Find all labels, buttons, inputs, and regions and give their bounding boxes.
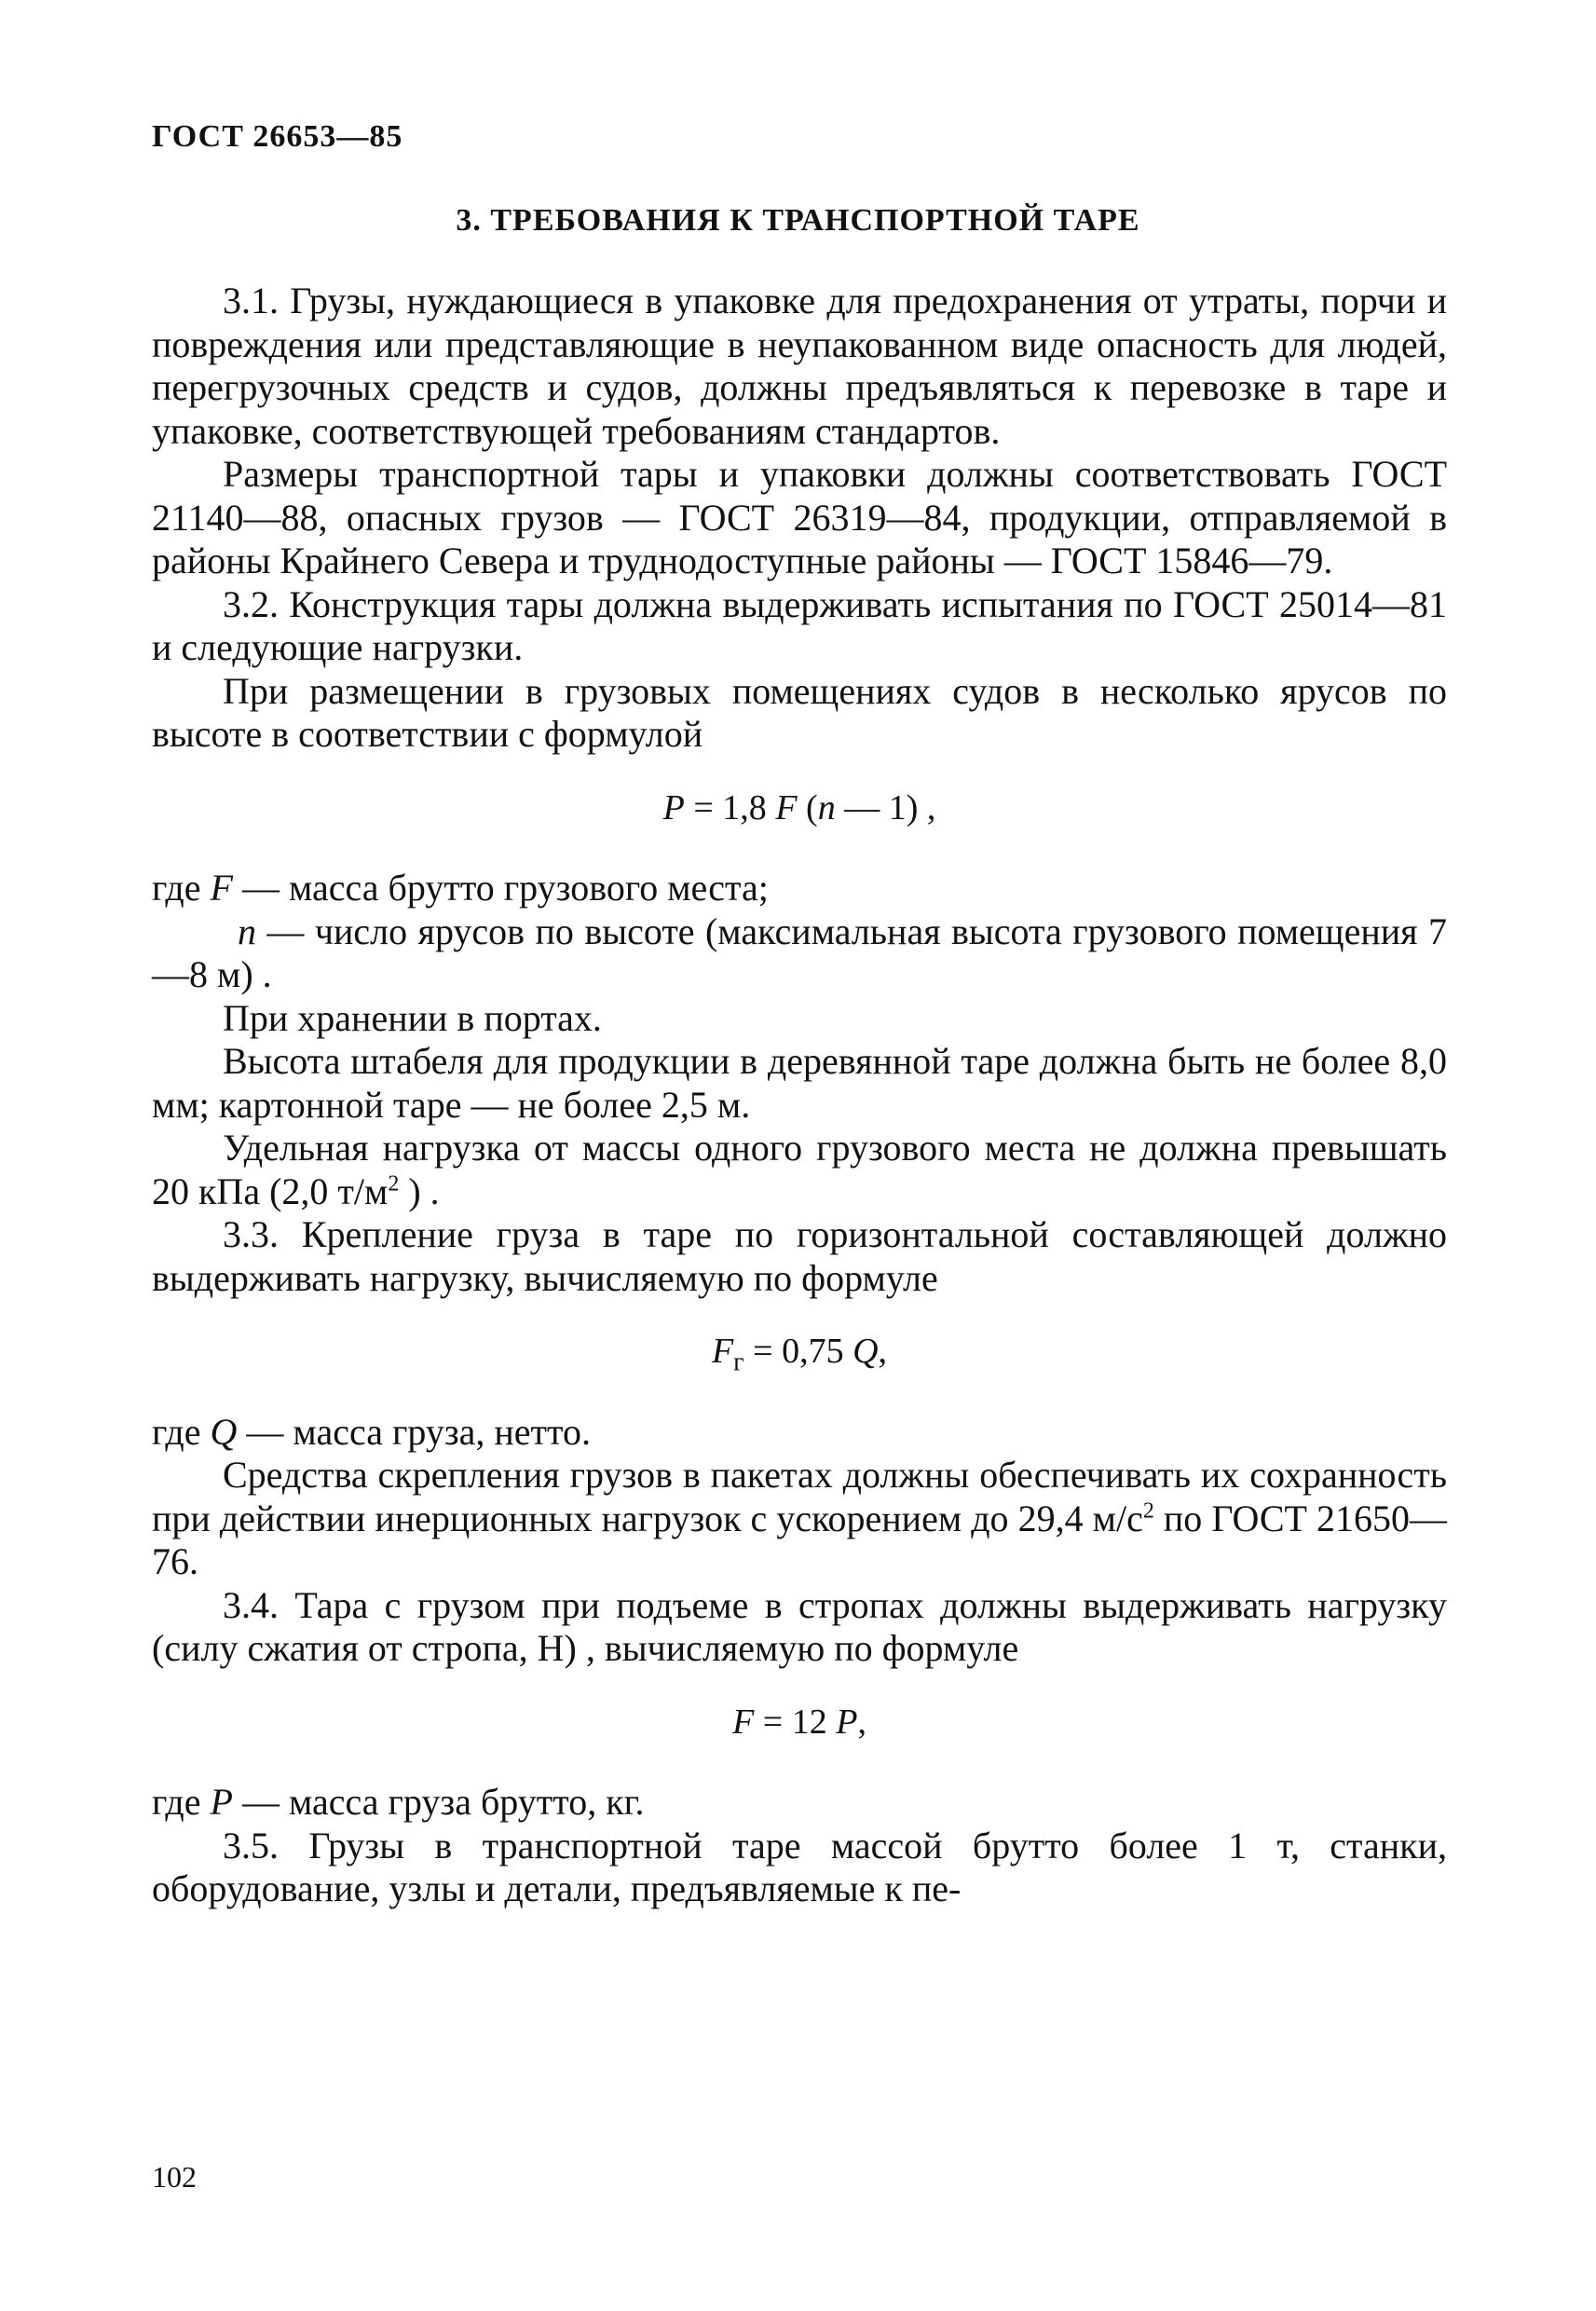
where-var: n xyxy=(238,909,256,952)
formula-var-p: P xyxy=(662,787,685,827)
formula-rhs-post: , xyxy=(857,1702,866,1742)
paragraph-stack-height: Высота штабеля для продукции в деревянной таре должна быть не более 8,0 мм; картонной таре — не более 2,5 м. xyxy=(152,1040,1447,1126)
where-n xyxy=(152,910,1447,997)
paragraph-3-4: 3.4. Тара с грузом при подъеме в стропах должны выдерживать нагрузку (силу сжатия от стропа, Н) , вычисляемую по формуле xyxy=(152,1583,1447,1669)
paragraph-3-2: 3.2. Конструкция тары должна выдерживать испытания по ГОСТ 25014—81 и следующие нагрузки. xyxy=(152,582,1447,668)
paragraph-3-3: 3.3. Крепление груза в таре по горизонтальной составляющей должно выдерживать нагрузку, вычисляемую по формуле xyxy=(152,1213,1447,1299)
where-text: — масса брутто грузового места; xyxy=(232,867,769,909)
where-text: — масса груза брутто, кг. xyxy=(232,1781,645,1823)
specific-load-end: ) . xyxy=(399,1169,440,1212)
where-prefix: где xyxy=(152,1410,211,1453)
formula-sling xyxy=(152,1671,1447,1782)
formula-var-f: F xyxy=(711,1332,734,1371)
fastening-text: Средства скрепления грузов в пакетах должны обеспечивать их сохранность при действии инерционных нагрузок с ускорением до 29,4 м/с xyxy=(152,1454,1447,1539)
where-p xyxy=(152,1781,1447,1825)
formula-rhs-pre: = 1,8 xyxy=(684,787,776,827)
formula-var-q: Q xyxy=(853,1332,879,1371)
formula-rhs-post: , xyxy=(878,1332,888,1371)
paragraph-port-storage: При хранении в портах. xyxy=(223,996,602,1039)
formula-var-f: F xyxy=(732,1702,755,1742)
specific-load-text: Удельная нагрузка от массы одного грузового места не должна превышать 20 кПа (2,0 т/м xyxy=(152,1127,1447,1212)
paragraph-specific-load xyxy=(152,1127,1447,1213)
where-prefix: где xyxy=(152,1781,211,1823)
where-var: P xyxy=(210,1781,233,1823)
paragraph-dimensions: Размеры транспортной тары и упаковки должны соответствовать ГОСТ 21140—88, опасных грузов — ГОСТ 26319—84, продукции, отправляемой в районы Крайнего Севера и труднодоступные районы — ГОСТ 15846—79. xyxy=(152,453,1447,581)
formula-rhs-pre: = 12 xyxy=(754,1702,837,1742)
where-q xyxy=(152,1411,1447,1455)
formula-horizontal xyxy=(152,1300,1447,1411)
formula-rhs-post: — 1) , xyxy=(835,787,936,827)
paragraph-tiers: При размещении в грузовых помещениях судов в несколько ярусов по высоте в соответствии с формулой xyxy=(152,669,1447,755)
where-text: — число ярусов по высоте (максимальная высота грузового помещения 7—8 м) . xyxy=(152,909,1447,995)
formula-var-f: F xyxy=(775,787,798,827)
section-title: 3. ТРЕБОВАНИЯ К ТРАНСПОРТНОЙ ТАРЕ xyxy=(456,203,1140,238)
superscript: 2 xyxy=(1142,1498,1154,1524)
formula-var-p: P xyxy=(836,1702,858,1742)
page-number: 102 xyxy=(152,2160,197,2194)
formula-load-tiers xyxy=(152,757,1447,868)
where-f xyxy=(152,867,1447,910)
paragraph-fastening xyxy=(152,1454,1447,1584)
document-body xyxy=(152,280,1447,1911)
where-prefix: где xyxy=(152,867,211,909)
document-id: ГОСТ 26653—85 xyxy=(152,119,403,154)
superscript: 2 xyxy=(388,1171,400,1197)
where-var: Q xyxy=(210,1410,238,1453)
where-text: — масса груза, нетто. xyxy=(237,1410,591,1453)
formula-paren: ( xyxy=(797,787,818,827)
formula-rhs-pre: = 0,75 xyxy=(743,1332,853,1371)
paragraph-3-5: 3.5. Грузы в транспортной таре массой брутто более 1 т, станки, оборудование, узлы и детали, предъявляемые к пе- xyxy=(152,1824,1447,1909)
paragraph-3-1: 3.1. Грузы, нуждающиеся в упаковке для предохранения от утраты, порчи и повреждения или представляющие в неупакованном виде опасность для людей, перегрузочных средств и судов, должны предъявляться к перевозке в таре и упаковке, соответствующей требованиям стандартов. xyxy=(152,280,1447,452)
where-var: F xyxy=(210,867,233,909)
formula-var-n: n xyxy=(817,787,836,827)
formula-subscript: г xyxy=(733,1347,744,1377)
fastening-end: по ГОСТ 21650—76. xyxy=(152,1497,1447,1582)
